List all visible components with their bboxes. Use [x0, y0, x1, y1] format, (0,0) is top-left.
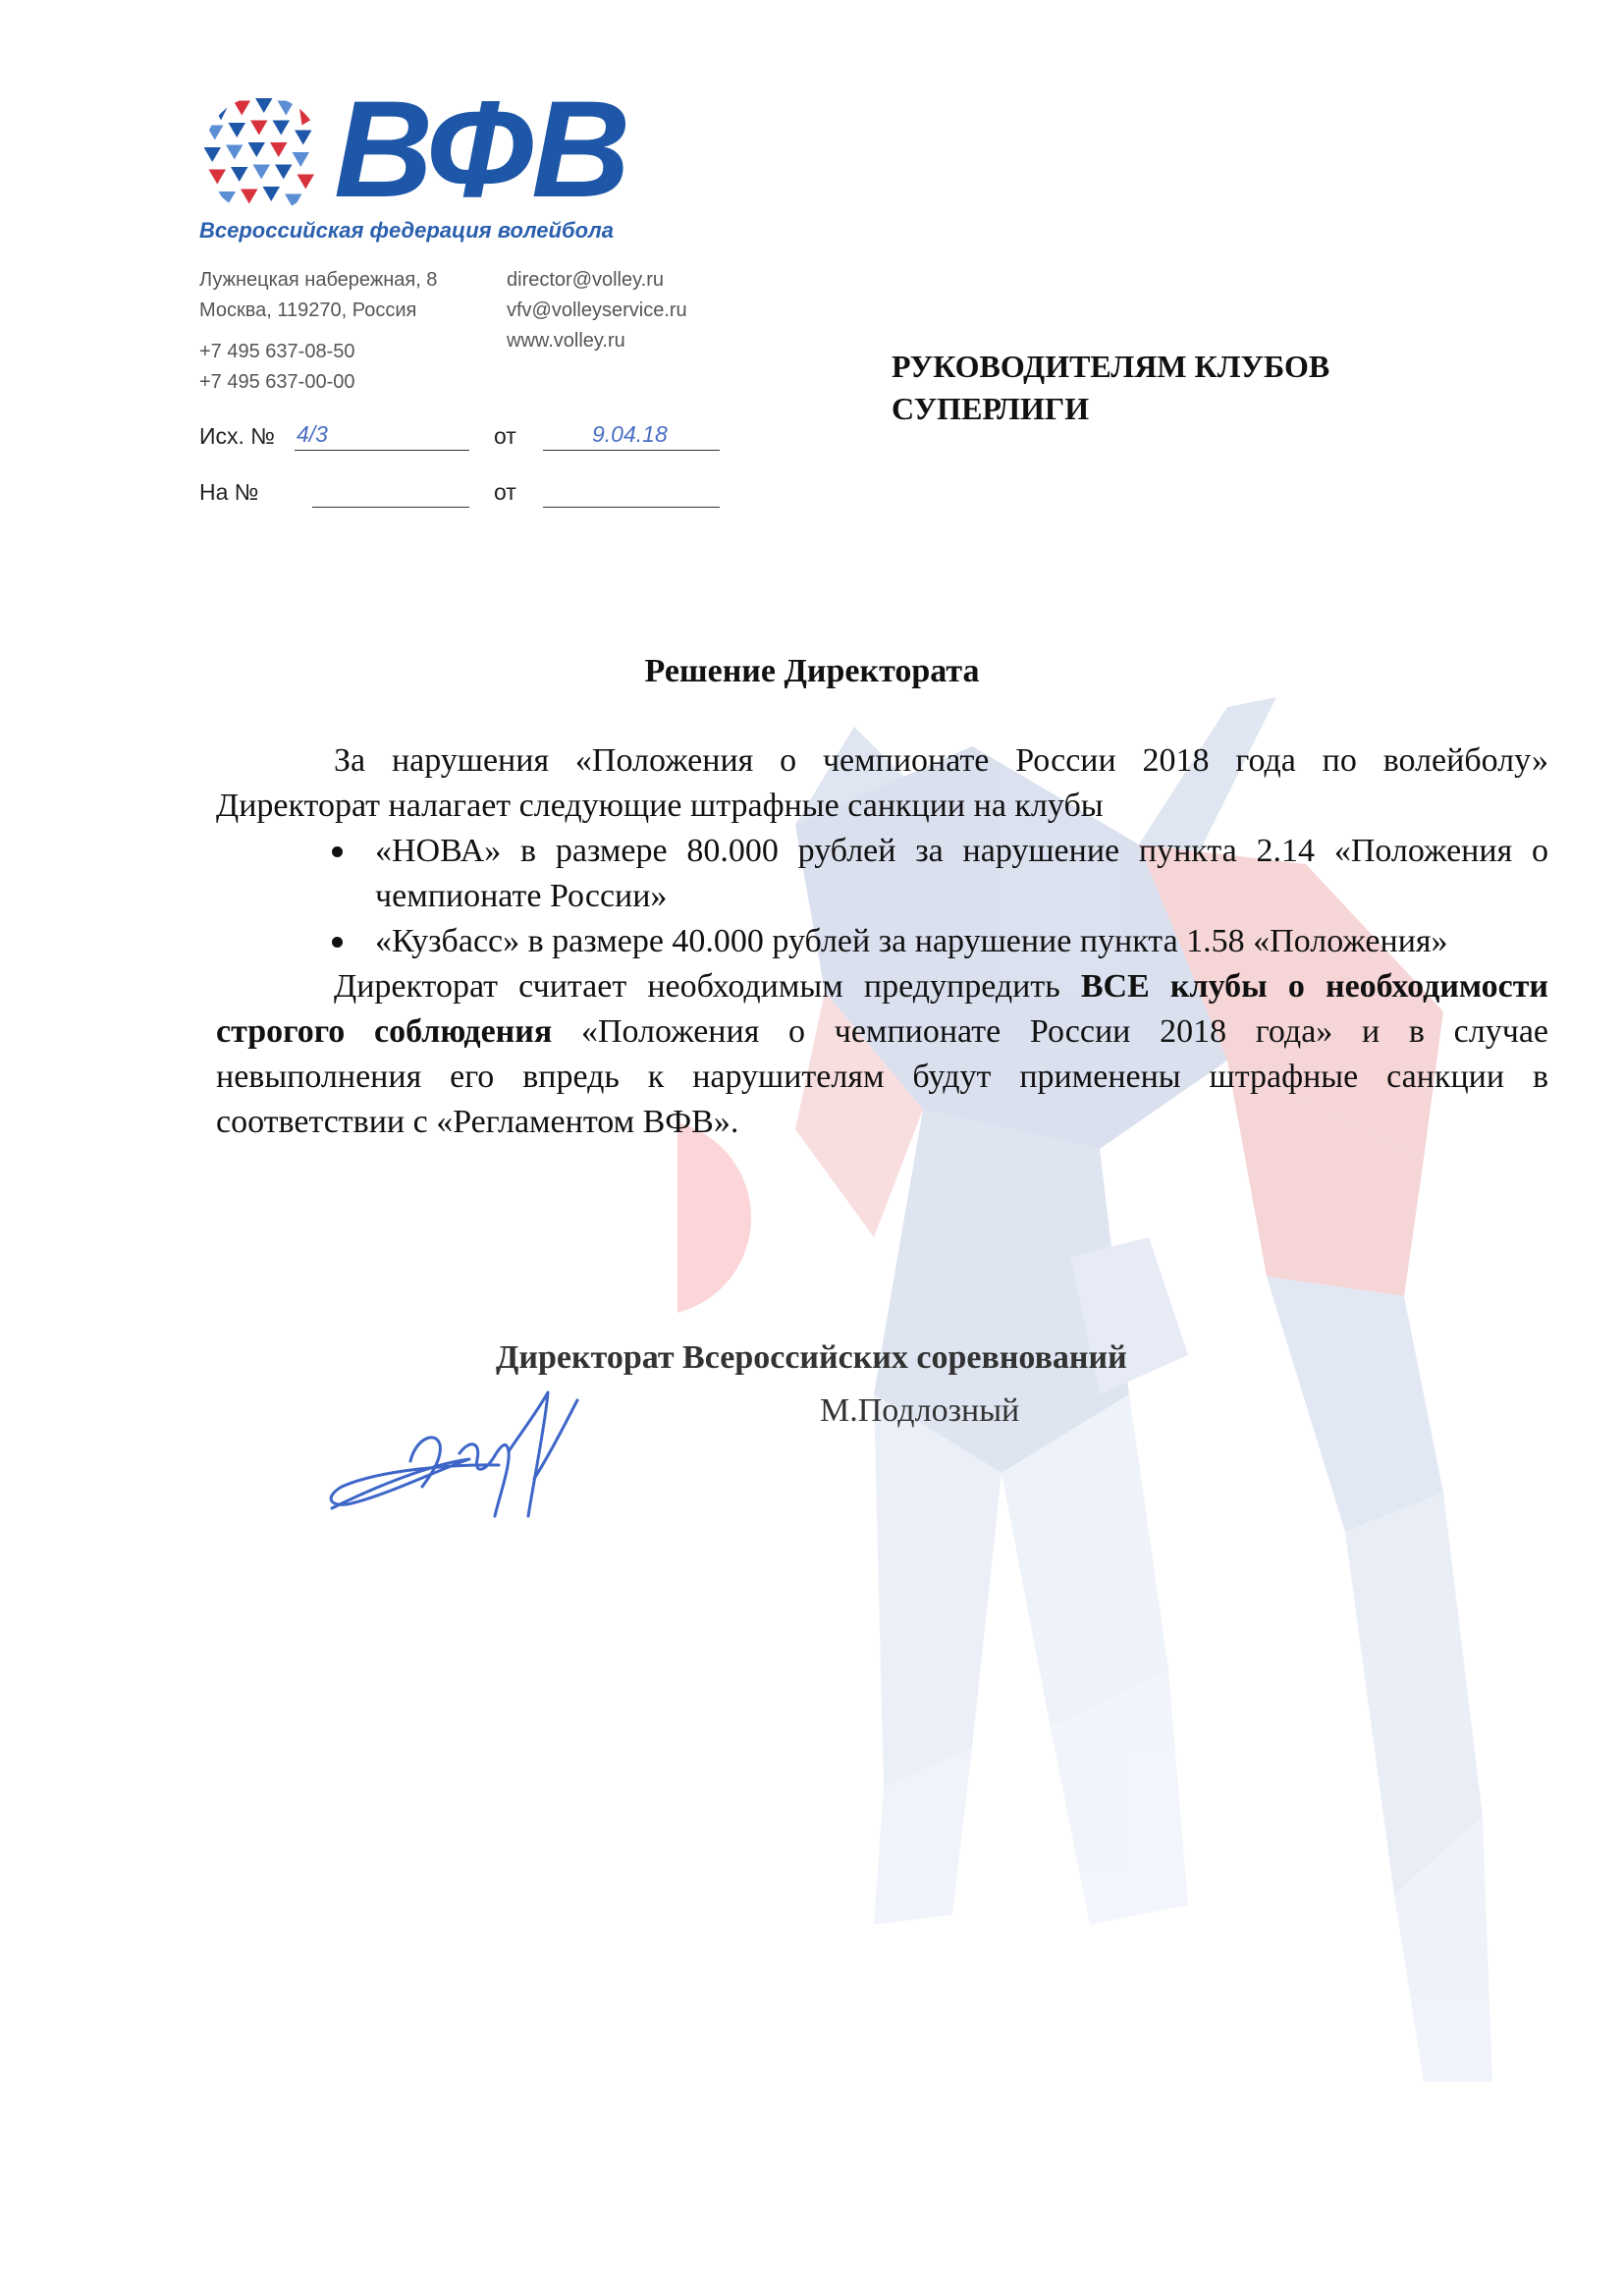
bullet-icon	[332, 846, 343, 857]
sanction-text: «Кузбасс» в размере 40.000 рублей за нарушение пункта 1.58 «Положения»	[375, 923, 1448, 959]
signatory-title: Директорат Всероссийских соревнований	[496, 1339, 1127, 1376]
outgoing-number-label: Исх. №	[199, 423, 275, 449]
address-line-1: Лужнецкая набережная, 8	[199, 269, 438, 291]
warning-text-2: «Положения о чемпионате России 2018 года» и в случае невыполнения его впредь к нарушителям будут применены штрафные санкции в соответствии с «Регламентом ВФВ».	[216, 1013, 1548, 1140]
document-title: Решение Директората	[644, 653, 980, 689]
bullet-icon	[332, 937, 343, 948]
email-2[interactable]: vfv@volleyservice.ru	[507, 299, 687, 321]
incoming-date-underline	[543, 507, 720, 508]
address-line-2: Москва, 119270, Россия	[199, 299, 417, 321]
logo-wordmark: ВФВ	[334, 72, 629, 226]
sanction-item	[216, 919, 1548, 964]
incoming-number-underline	[312, 507, 469, 508]
warning-text-1: Директорат считает необходимым предупредить	[334, 968, 1081, 1005]
outgoing-number-value: 4/3	[297, 421, 328, 447]
website[interactable]: www.volley.ru	[507, 330, 625, 352]
incoming-number-label: На №	[199, 479, 259, 505]
sanction-item	[216, 829, 1548, 919]
addressee-line-1: РУКОВОДИТЕЛЯМ КЛУБОВ	[892, 349, 1330, 384]
sanction-text: «НОВА» в размере 80.000 рублей за нарушение пункта 2.14 «Положения о чемпионате России»	[375, 833, 1548, 914]
outgoing-date-label: от	[494, 423, 516, 449]
organization-name: Всероссийская федерация волейбола	[199, 218, 614, 243]
web-contacts-block	[507, 265, 687, 356]
addressee	[892, 346, 1329, 430]
phone-block	[199, 337, 354, 398]
document-body	[216, 738, 1548, 1145]
sanctions-list	[216, 829, 1548, 964]
vfv-logo-icon	[201, 93, 324, 216]
handwritten-signature	[312, 1371, 666, 1528]
outgoing-number-underline	[295, 450, 469, 451]
warning-paragraph	[216, 964, 1548, 1145]
outgoing-date-value: 9.04.18	[592, 421, 668, 447]
phone-2: +7 495 637-00-00	[199, 371, 355, 393]
addressee-line-2: СУПЕРЛИГИ	[892, 391, 1090, 426]
email-1[interactable]: director@volley.ru	[507, 269, 664, 291]
warning-emphasis: ВСЕ клубы о необходимости строгого соблюдения	[216, 968, 1548, 1050]
address-block	[199, 265, 437, 326]
outgoing-date-underline	[543, 450, 720, 451]
signatory-name: М.Подлозный	[820, 1392, 1020, 1429]
incoming-date-label: от	[494, 479, 516, 505]
phone-1: +7 495 637-08-50	[199, 341, 355, 362]
intro-paragraph: За нарушения «Положения о чемпионате России 2018 года по волейболу» Директорат налагает следующие штрафные санкции на клубы	[216, 742, 1548, 824]
